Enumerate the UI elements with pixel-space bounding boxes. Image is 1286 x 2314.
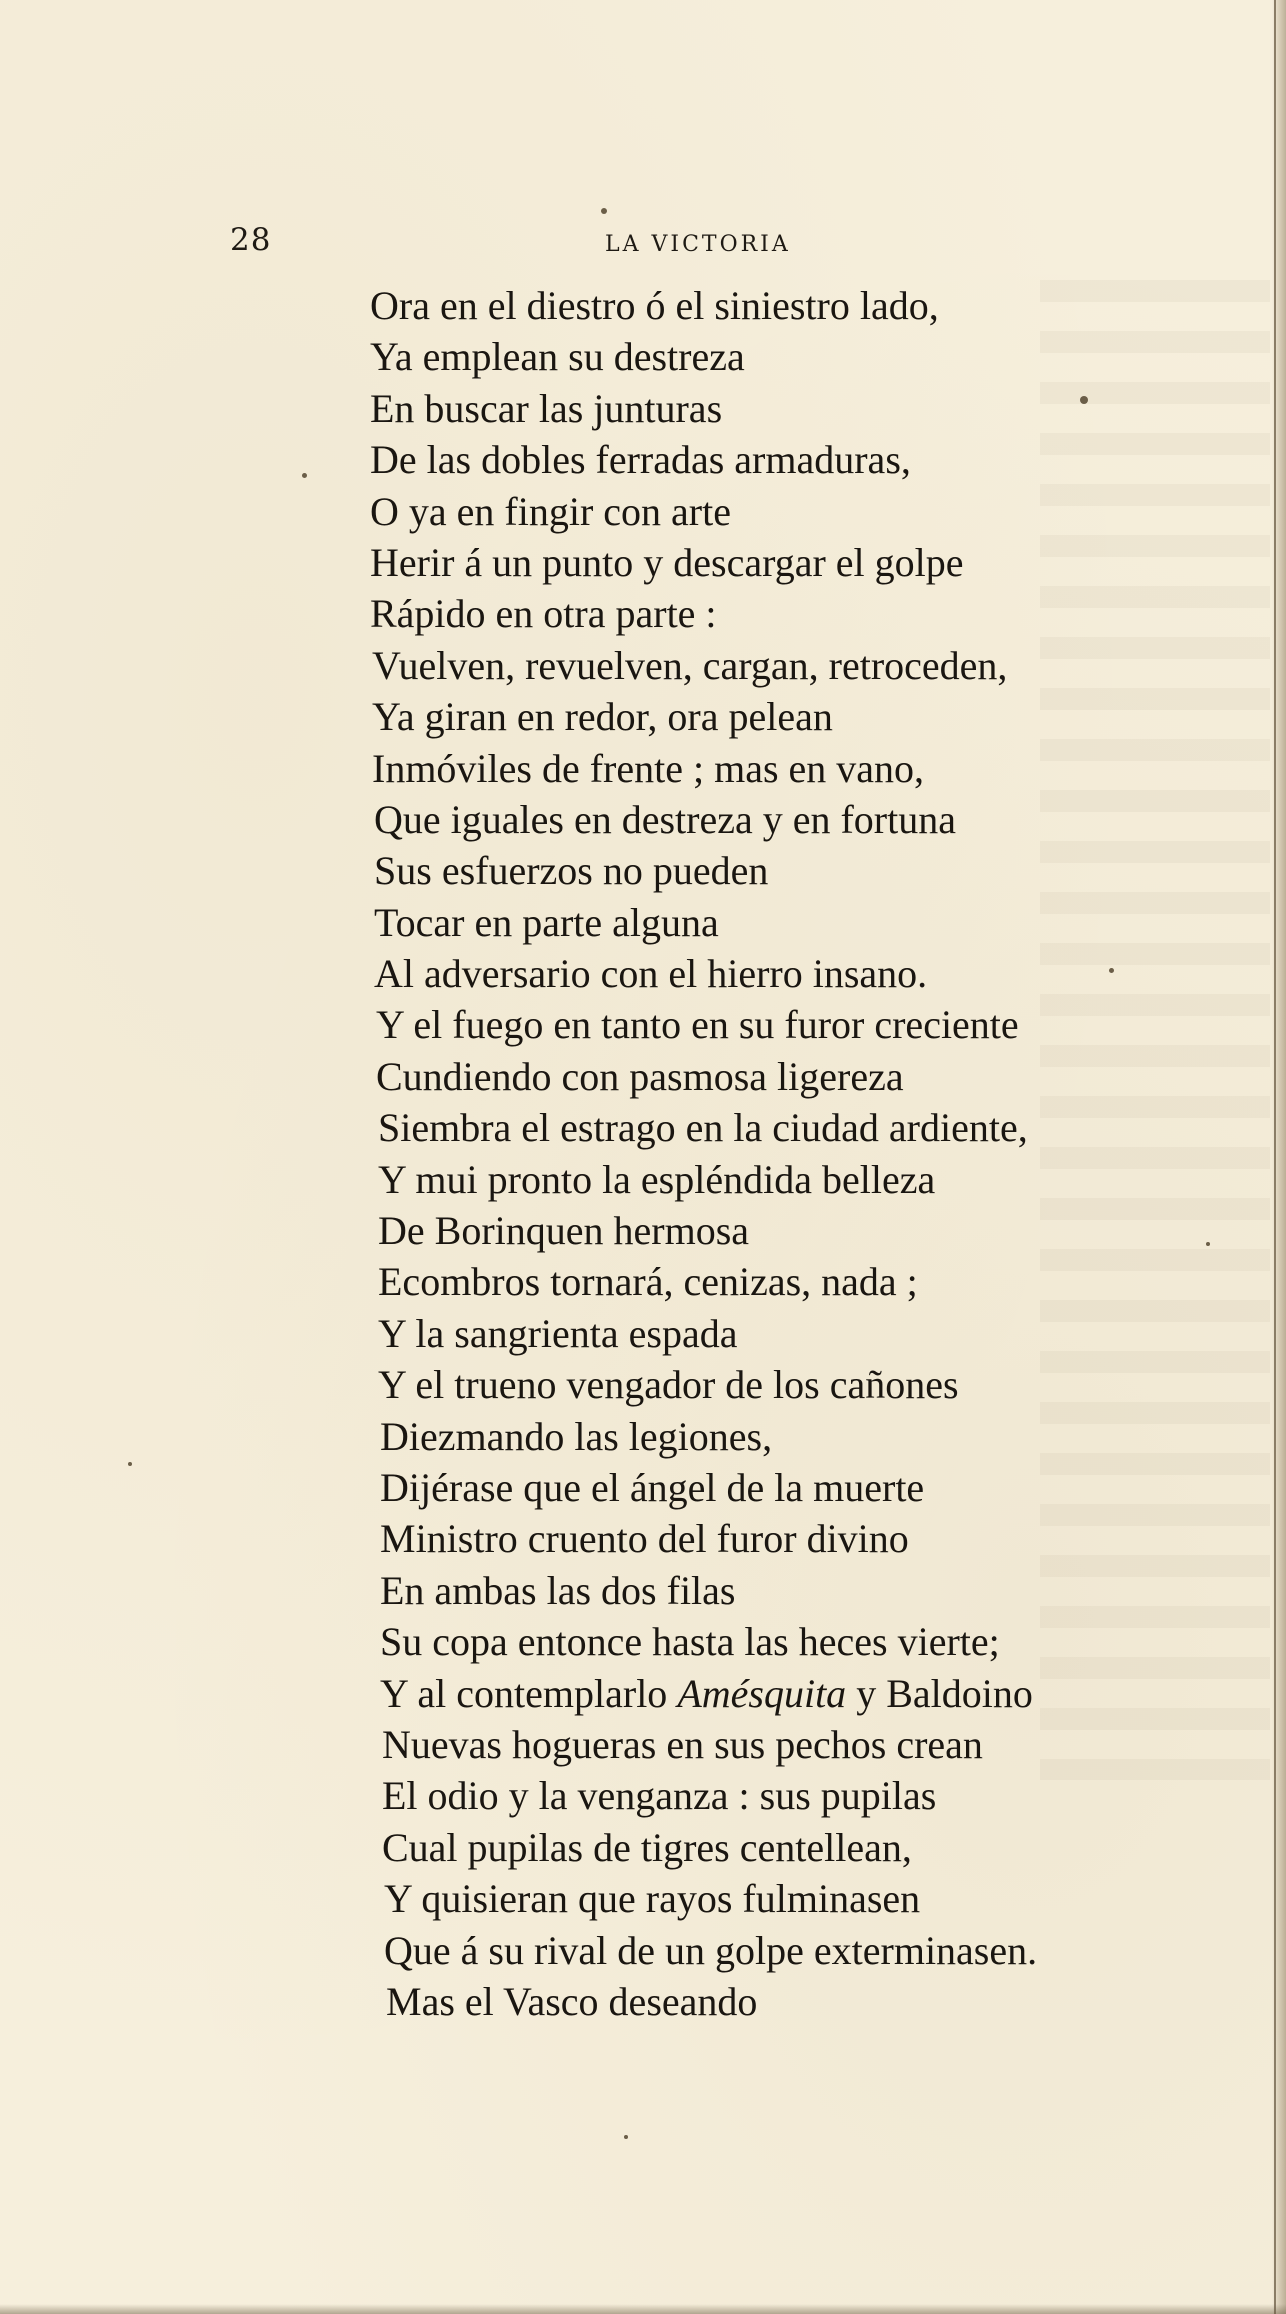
verse-line: Mas el Vasco deseando	[386, 1978, 758, 2024]
verse-line	[370, 1668, 1037, 1719]
verse-line: En ambas las dos filas	[380, 1567, 736, 1613]
verse-line: Diezmando las legiones,	[380, 1413, 773, 1459]
verse-line: Ya emplean su destreza	[370, 334, 745, 380]
poem-text	[370, 280, 1037, 2027]
verse-line: Al adversario con el hierro insano.	[374, 951, 928, 997]
verse-line: Inmóviles de frente ; mas en vano,	[372, 745, 925, 791]
page-header	[0, 222, 1286, 262]
verse-line: O ya en fingir con arte	[370, 488, 731, 534]
verse-line: Y mui pronto la espléndida belleza	[378, 1156, 936, 1202]
ink-speck	[1109, 968, 1114, 973]
verse-line: Ministro cruento del furor divino	[380, 1516, 909, 1562]
verse-line: Que á su rival de un golpe exterminasen.	[384, 1927, 1038, 1973]
verse-text: Y al contemplarlo	[380, 1670, 678, 1716]
verse-line: De las dobles ferradas armaduras,	[370, 437, 911, 483]
verse-line: Ecombros tornará, cenizas, nada ;	[378, 1259, 918, 1305]
verse-line: Y el fuego en tanto en su furor creciente	[376, 1002, 1019, 1048]
verse-line: Vuelven, revuelven, cargan, retroceden,	[372, 642, 1008, 688]
ink-speck	[128, 1462, 132, 1466]
ink-speck	[302, 473, 307, 478]
italic-name: Amésquita	[677, 1670, 847, 1716]
verse-line: Siembra el estrago en la ciudad ardiente,	[378, 1105, 1028, 1151]
ink-speck	[601, 208, 607, 214]
page-number: 28	[230, 222, 272, 258]
verse-line: Que iguales en destreza y en fortuna	[374, 796, 956, 842]
running-head: LA VICTORIA	[605, 232, 791, 257]
verse-line: Ora en el diestro ó el siniestro lado,	[370, 283, 939, 328]
show-through-texture	[1040, 280, 1270, 1780]
verse-line: Sus esfuerzos no pueden	[374, 848, 769, 894]
verse-line: De Borinquen hermosa	[378, 1208, 750, 1254]
verse-line: Dijérase que el ángel de la muerte	[380, 1464, 925, 1510]
ink-speck	[624, 2135, 628, 2139]
page-bottom-edge	[0, 2304, 1286, 2314]
verse-line: El odio y la venganza : sus pupilas	[382, 1773, 937, 1819]
verse-line: Y la sangrienta espada	[378, 1310, 738, 1356]
verse-line: Ya giran en redor, ora pelean	[372, 694, 833, 740]
verse-line: Nuevas hogueras en sus pechos crean	[382, 1721, 983, 1767]
ink-speck	[1080, 396, 1088, 404]
verse-line: Y el trueno vengador de los cañones	[378, 1362, 959, 1408]
verse-line: Cundiendo con pasmosa ligereza	[376, 1053, 904, 1099]
verse-line: En buscar las junturas	[370, 385, 723, 431]
verse-line: Y quisieran que rayos fulminasen	[384, 1876, 921, 1922]
page-edge-line	[1274, 0, 1276, 2314]
verse-line: Herir á un punto y descargar el golpe	[370, 539, 964, 585]
verse-text: y Baldoino	[846, 1670, 1033, 1716]
verse-line: Su copa entonce hasta las heces vierte;	[380, 1619, 1000, 1665]
ink-speck	[1206, 1242, 1210, 1246]
verse-line: Tocar en parte alguna	[374, 899, 719, 945]
verse-line: Cual pupilas de tigres centellean,	[382, 1824, 912, 1870]
verse-line: Rápido en otra parte :	[370, 591, 717, 637]
